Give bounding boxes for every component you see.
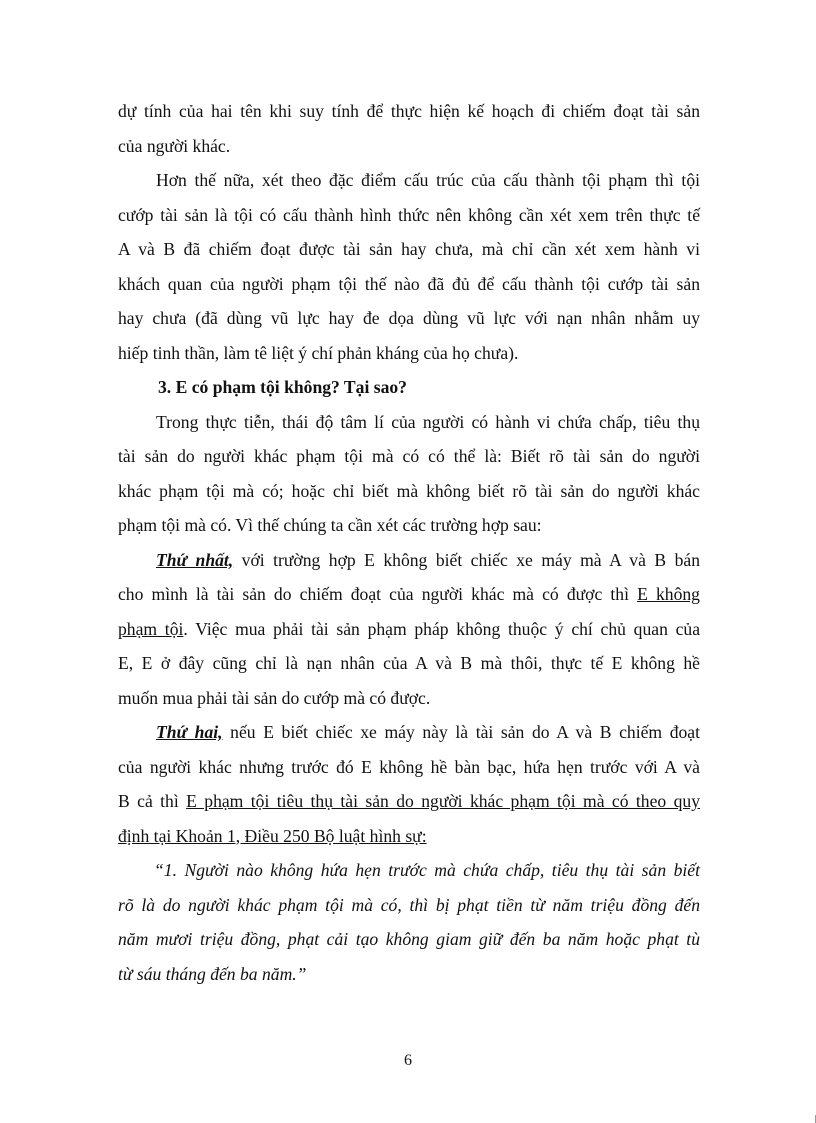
text-line: muốn mua phải tài sản do cướp mà có được. (118, 687, 431, 708)
text-line: phạm tội mà có. Vì thế chúng ta cần xét các trường hợp sau: (118, 515, 542, 535)
text-line (118, 543, 700, 578)
text-line: hiếp tinh thần, làm tê liệt ý chí phản kháng của họ chưa). (118, 342, 519, 363)
document-body (118, 94, 700, 991)
text-line: Trong thực tiễn, thái độ tâm lí của người có hành vi chứa chấp, tiêu thụ (156, 411, 700, 432)
paragraph-5 (118, 715, 700, 853)
text-span: nếu E biết chiếc xe máy này là tài sản do A và B chiếm đoạt (222, 722, 701, 742)
underlined-text: E phạm tội tiêu thụ tài sản do người khác phạm tội mà có theo quy (186, 791, 700, 811)
text-line: tài sản do người khác phạm tội mà có có thể là: Biết rõ tài sản do người (118, 446, 700, 466)
text-line (118, 612, 700, 647)
emphasis-lead: Thứ nhất, (156, 549, 234, 570)
crop-mark (805, 1115, 816, 1123)
quote-line: từ sáu tháng đến ba năm.” (118, 963, 307, 984)
text-line: Hơn thế nữa, xét theo đặc điểm cấu trúc của cấu thành tội phạm thì tội (156, 170, 700, 190)
quote-line: “1. Người nào không hứa hẹn trước mà chứa chấp, tiêu thụ tài sản biết (154, 860, 700, 880)
underlined-text: E không (637, 584, 700, 604)
text-span: với trường hợp E không biết chiếc xe máy mà A và B bán (233, 549, 700, 570)
text-line: của người khác. (118, 135, 231, 156)
text-line: khác phạm tội mà có; hoặc chỉ biết mà không biết rõ tài sản do người khác (118, 480, 700, 501)
paragraph-2 (118, 163, 700, 370)
text-line: A và B đã chiếm đoạt được tài sản hay chưa, mà chỉ cần xét xem hành vi (118, 239, 700, 259)
quote-line: năm mươi triệu đồng, phạt cải tạo không giam giữ đến ba năm hoặc phạt tù (118, 929, 700, 949)
section-heading: 3. E có phạm tội không? Tại sao? (158, 377, 407, 397)
text-line (118, 819, 700, 854)
emphasis-lead: Thứ hai, (156, 722, 223, 742)
paragraph-1 (118, 94, 700, 163)
text-line: dự tính của hai tên khi suy tính để thực hiện kế hoạch đi chiếm đoạt tài sản (118, 101, 700, 121)
page-number: 6 (404, 1052, 412, 1069)
paragraph-3 (118, 405, 700, 543)
quote-line: rõ là do người khác phạm tội mà có, thì bị phạt tiền từ năm triệu đồng đến (118, 894, 700, 915)
paragraph-4 (118, 543, 700, 716)
text-line: của người khác nhưng trước đó E không hề bàn bạc, hứa hẹn trước với A và (118, 756, 700, 777)
underlined-text: phạm tội (118, 618, 184, 639)
legal-quote (118, 853, 700, 991)
underlined-text: định tại Khoản 1, Điều 250 Bộ luật hình sự: (118, 825, 427, 846)
text-line (118, 715, 700, 750)
text-span: . Việc mua phải tài sản phạm pháp không thuộc ý chí chủ quan của (183, 618, 700, 639)
text-line: cướp tài sản là tội có cấu thành hình thức nên không cần xét xem trên thực tế (118, 204, 700, 225)
text-line: hay chưa (đã dùng vũ lực hay đe dọa dùng vũ lực với nạn nhân nhằm uy (118, 308, 700, 328)
text-span: cho mình là tài sản do chiếm đoạt của người khác mà có được thì (118, 584, 638, 604)
text-line: E, E ở đây cũng chỉ là nạn nhân của A và B mà thôi, thực tế E không hề (118, 653, 700, 673)
text-line: khách quan của người phạm tội thế nào đã đủ để cấu thành tội cướp tài sản (118, 273, 700, 294)
text-line (118, 577, 700, 612)
text-line (118, 784, 700, 819)
text-span: B cả thì (118, 791, 187, 811)
